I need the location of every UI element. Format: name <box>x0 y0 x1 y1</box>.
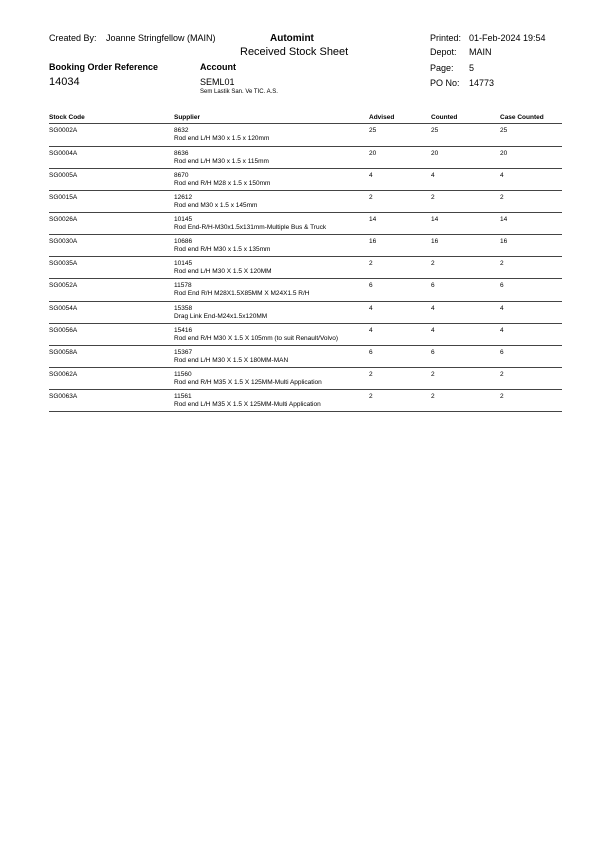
advised-qty: 4 <box>369 305 373 312</box>
case-counted-qty: 4 <box>500 305 504 312</box>
row-divider <box>49 256 562 257</box>
counted-qty: 14 <box>431 216 439 223</box>
case-counted-qty: 2 <box>500 371 504 378</box>
row-divider <box>49 168 562 169</box>
case-counted-qty: 2 <box>500 260 504 267</box>
printed-value: 01-Feb-2024 19:54 <box>469 33 546 43</box>
page-label: Page: <box>430 63 454 73</box>
case-counted-qty: 6 <box>500 349 504 356</box>
supplier-code: 8632 <box>174 127 189 134</box>
table-row <box>49 280 562 302</box>
advised-qty: 4 <box>369 172 373 179</box>
row-divider <box>49 323 562 324</box>
counted-qty: 4 <box>431 172 435 179</box>
printed-label: Printed: <box>430 33 462 43</box>
table-row <box>49 236 562 258</box>
supplier-description: Drag Link End-M24x1.5x120MM <box>174 313 268 320</box>
case-counted-qty: 6 <box>500 282 504 289</box>
stock-code: SG0002A <box>49 127 78 134</box>
supplier-description: Rod End-R/H-M30x1.5x131mm-Multiple Bus & Truck <box>174 224 327 231</box>
stock-code: SG0035A <box>49 260 78 267</box>
row-divider <box>49 234 562 235</box>
header-divider <box>49 123 562 124</box>
table-row <box>49 170 562 192</box>
supplier-code: 10145 <box>174 216 193 223</box>
col-case-counted: Case Counted <box>500 114 544 121</box>
supplier-code: 15358 <box>174 305 193 312</box>
supplier-code: 10145 <box>174 260 193 267</box>
table-row <box>49 214 562 236</box>
depot-label: Depot: <box>430 47 457 57</box>
case-counted-qty: 25 <box>500 127 508 134</box>
table-row <box>49 391 562 413</box>
supplier-description: Rod End R/H M28X1.5X85MM X M24X1.5 R/H <box>174 290 310 297</box>
supplier-description: Rod end L/H M35 X 1.5 X 125MM-Multi Application <box>174 401 321 408</box>
counted-qty: 16 <box>431 238 439 245</box>
table-row <box>49 148 562 170</box>
table-row <box>49 325 562 347</box>
stock-code: SG0030A <box>49 238 78 245</box>
supplier-code: 8636 <box>174 150 189 157</box>
supplier-description: Rod end L/H M30 x 1.5 x 120mm <box>174 135 270 142</box>
counted-qty: 4 <box>431 327 435 334</box>
supplier-description: Rod end M30 x 1.5 x 145mm <box>174 202 258 209</box>
table-row <box>49 303 562 325</box>
advised-qty: 16 <box>369 238 377 245</box>
supplier-description: Rod end R/H M28 x 1.5 x 150mm <box>174 180 271 187</box>
row-divider <box>49 367 562 368</box>
row-divider <box>49 389 562 390</box>
row-divider <box>49 212 562 213</box>
row-divider <box>49 345 562 346</box>
stock-code: SG0026A <box>49 216 78 223</box>
depot-value: MAIN <box>469 47 492 57</box>
row-divider <box>49 411 562 412</box>
advised-qty: 2 <box>369 260 373 267</box>
supplier-code: 11578 <box>174 282 192 289</box>
counted-qty: 25 <box>431 127 439 134</box>
stock-code: SG0054A <box>49 305 78 312</box>
advised-qty: 6 <box>369 349 373 356</box>
stock-code: SG0015A <box>49 194 78 201</box>
supplier-code: 10686 <box>174 238 193 245</box>
counted-qty: 6 <box>431 282 435 289</box>
counted-qty: 4 <box>431 305 435 312</box>
advised-qty: 2 <box>369 393 373 400</box>
po-value: 14773 <box>469 78 495 88</box>
col-advised: Advised <box>369 114 395 121</box>
table-row <box>49 258 562 280</box>
account-name: Sem Lastik San. Ve TIC. A.S. <box>200 89 278 95</box>
advised-qty: 20 <box>369 150 377 157</box>
advised-qty: 4 <box>369 327 373 334</box>
counted-qty: 2 <box>431 260 435 267</box>
stock-code: SG0062A <box>49 371 78 378</box>
stock-code: SG0056A <box>49 327 78 334</box>
supplier-code: 15416 <box>174 327 193 334</box>
page-value: 5 <box>469 63 475 73</box>
row-divider <box>49 301 562 302</box>
booking-order-label: Booking Order Reference <box>49 62 159 72</box>
row-divider <box>49 190 562 191</box>
supplier-description: Rod end L/H M30 X 1.5 X 180MM-MAN <box>174 357 289 364</box>
created-by-label: Created By: <box>49 33 97 43</box>
stock-code: SG0063A <box>49 393 78 400</box>
account-label: Account <box>200 62 236 72</box>
supplier-description: Rod end R/H M35 X 1.5 X 125MM-Multi Application <box>174 379 322 386</box>
col-supplier: Supplier <box>174 114 201 121</box>
supplier-code: 15367 <box>174 349 193 356</box>
case-counted-qty: 4 <box>500 327 504 334</box>
advised-qty: 2 <box>369 371 373 378</box>
advised-qty: 14 <box>369 216 377 223</box>
supplier-description: Rod end R/H M30 X 1.5 X 105mm (to suit Renault/Volvo) <box>174 335 339 342</box>
stock-code: SG0052A <box>49 282 78 289</box>
case-counted-qty: 2 <box>500 194 504 201</box>
report-title: Received Stock Sheet <box>240 46 349 58</box>
supplier-description: Rod end L/H M30 X 1.5 X 120MM <box>174 268 272 275</box>
supplier-code: 11561 <box>174 393 192 400</box>
stock-code: SG0058A <box>49 349 78 356</box>
table-row <box>49 192 562 214</box>
row-divider <box>49 146 562 147</box>
case-counted-qty: 20 <box>500 150 508 157</box>
counted-qty: 20 <box>431 150 439 157</box>
booking-order-value: 14034 <box>49 76 80 88</box>
case-counted-qty: 4 <box>500 172 504 179</box>
supplier-description: Rod end L/H M30 x 1.5 x 115mm <box>174 158 269 165</box>
counted-qty: 2 <box>431 371 435 378</box>
col-counted: Counted <box>431 114 458 121</box>
po-label: PO No: <box>430 78 460 88</box>
supplier-code: 12612 <box>174 194 193 201</box>
created-by-value: Joanne Stringfellow (MAIN) <box>106 33 216 43</box>
table-row <box>49 125 562 147</box>
case-counted-qty: 16 <box>500 238 508 245</box>
case-counted-qty: 2 <box>500 393 504 400</box>
counted-qty: 2 <box>431 194 435 201</box>
company-name: Automint <box>270 33 314 44</box>
supplier-code: 8670 <box>174 172 189 179</box>
advised-qty: 25 <box>369 127 377 134</box>
counted-qty: 2 <box>431 393 435 400</box>
supplier-description: Rod end R/H M30 x 1.5 x 135mm <box>174 246 271 253</box>
col-stock-code: Stock Code <box>49 114 85 121</box>
account-code: SEML01 <box>200 77 235 87</box>
row-divider <box>49 278 562 279</box>
advised-qty: 6 <box>369 282 373 289</box>
stock-code: SG0005A <box>49 172 78 179</box>
case-counted-qty: 14 <box>500 216 508 223</box>
table-row <box>49 347 562 369</box>
advised-qty: 2 <box>369 194 373 201</box>
stock-code: SG0004A <box>49 150 78 157</box>
supplier-code: 11560 <box>174 371 192 378</box>
counted-qty: 6 <box>431 349 435 356</box>
table-row <box>49 369 562 391</box>
